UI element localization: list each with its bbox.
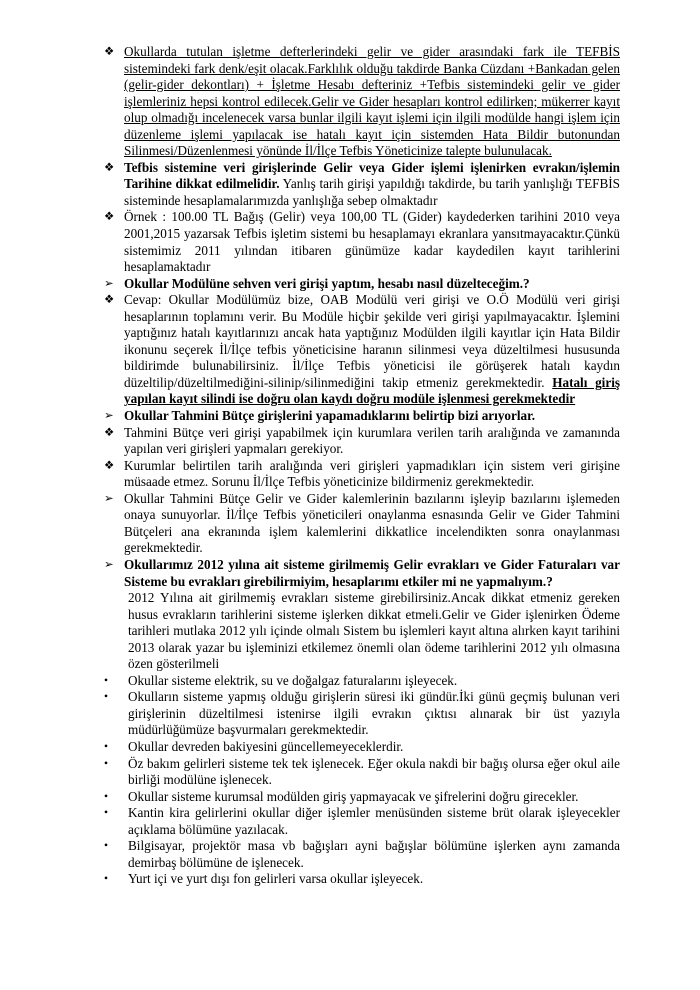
text-run: Okullarımız 2012 yılına ait sisteme girilmemiş Gelir evrakları ve Gider Faturaları var Sisteme bu evrakları girebilirmiyim, hesaplarımı etkiler mi ne yapmalıyım.? (124, 556, 620, 589)
dot-bullet-icon: • (104, 873, 109, 886)
list-item (104, 408, 620, 425)
list-item-text: Yurt içi ve yurt dışı fon gelirleri varsa okullar işleyecek. (128, 871, 424, 887)
list-item (104, 871, 620, 888)
arrow-bullet-icon: ➢ (104, 492, 114, 505)
list-item-text: Okulların sisteme yapmış olduğu girişlerin süresi iki gündür.İki günü geçmiş bulunan veri girişlerinin düzeltilmesi istenirse ilgili evrakın çıktısı alınarak bir üst yazıyla müdürlüğümüze başvurmaları gerekmektedir. (128, 689, 620, 738)
dot-bullet-icon: • (104, 691, 109, 704)
dot-bullet-icon: • (104, 807, 109, 820)
paragraph (104, 590, 620, 673)
arrow-bullet-icon: ➢ (104, 558, 114, 571)
text-run: Okullar Modülüne sehven veri girişi yaptım, hesabı nasıl düzelteceğim.? (124, 275, 530, 291)
list-item-text: Okullar Tahmini Bütçe Gelir ve Gider kalemlerinin bazılarını işleyip bazılarını işlemeden onaya sunuyorlar. İl/İlçe Tefbis yöneticileri onaylanma esnasında Gelir ve Gider Tahmini Bütçeleri ana ekranında işlem kalemlerini dikkatlice incelendikten sonra onaylanması gerekmektedir. (124, 490, 620, 556)
list-item (104, 44, 620, 160)
list-item (104, 458, 620, 491)
list-item-text: Bilgisayar, projektör masa vb bağışları ayni bağışlar bölümüne işlerken aynı zamanda demirbaş bölümüne de işlenecek. (128, 838, 620, 870)
arrow-bullet-icon: ➢ (104, 410, 114, 423)
list-item-text: Okullar sisteme elektrik, su ve doğalgaz faturalarını işleyecek. (128, 672, 458, 688)
list-item-text: Öz bakım gelirleri sisteme tek tek işlenecek. Eğer okula nakdi bir bağış olursa eğer okul aile birliği modülüne işlenecek. (128, 755, 620, 788)
list-item (104, 292, 620, 408)
list-item (104, 209, 620, 275)
list-item-text: Kurumlar belirtilen tarih aralığında veri girişleri yapmadıkları için sistem veri girişine müsaade etmez. Sorunu İl/İlçe Tefbis yöneticinize bildirmeniz gerekmektedir. (124, 457, 620, 490)
list-item (104, 673, 620, 690)
list-item (104, 739, 620, 756)
list-item-text: Okullar devreden bakiyesini güncellemeyeceklerdir. (128, 738, 404, 754)
text-run: Okullar Tahmini Bütçe girişlerini yapamadıklarını belirtip bizi arıyorlar. (124, 408, 536, 424)
list-item-text: Kantin kira gelirlerini okullar diğer işlemler menüsünden sisteme brüt olarak işleyecekler açıklama bölümüne yazılacak. (128, 805, 620, 837)
list-item-text (124, 160, 620, 210)
text-run: Yanlış tarih girişi yapıldığı takdirde, bu tarih yanlışlığı TEFBİS sisteminde hesaplamalarımızda yanlışlığa sebep olmaktadır (124, 176, 620, 208)
list-item-text (124, 276, 620, 293)
dot-bullet-icon: • (104, 790, 109, 803)
text-run: Tefbis sistemine veri girişlerinde Gelir veya Gider işlemi işlenirken evrakın/işlemin Tarihine dikkat edilmelidir. (124, 159, 620, 192)
list-item-text: 2012 Yılına ait girilmemiş evrakları sisteme girebilirsiniz.Ancak dikkat etmeniz gereken husus evrakların tarihlerini sisteme işlerken dikkat etmeli.Gelir ve Gider işlenirken Ödeme tarihleri mutlaka 2012 yılı içinde olmalı Sistem bu işlemleri kayıt altına alırken kayıt tarihini 2013 olarak yazar bu işleminizi etkilemez önemli olan ödeme tarihlerini 2012 yılı olmasına özen gösterilmeli (128, 590, 620, 672)
list-item (104, 756, 620, 789)
arrow-bullet-icon: ➢ (104, 277, 114, 290)
list-item (104, 276, 620, 293)
list-item (104, 789, 620, 806)
diamond-bullet-icon: ❖ (104, 211, 115, 224)
list-item-text: Tahmini Bütçe veri girişi yapabilmek için kurumlara verilen tarih aralığında ve zamanında yapılan veri girişleri yapmaları gerekiyor. (124, 424, 620, 457)
list-item-text (124, 557, 620, 590)
dot-bullet-icon: • (104, 674, 109, 687)
list-item-text (124, 292, 620, 408)
dot-bullet-icon: • (104, 840, 109, 853)
list-item-text: Okullar sisteme kurumsal modülden giriş yapmayacak ve şifrelerini doğru girecekler. (128, 788, 579, 804)
list-item (104, 805, 620, 838)
list-item-text: Örnek : 100.00 TL Bağış (Gelir) veya 100,00 TL (Gider) kaydederken tarihini 2010 veya 2001,2015 yazarsak Tefbis işletim sistemi bu hesaplamayı ekranlara yansıtmayacaktır.Çünkü sistemimiz 2011 yılından itibaren günümüze kadar kaydedilen kayıt tarihlerini hesaplamaktadır (124, 209, 620, 275)
dot-bullet-icon: • (104, 740, 109, 753)
text-run: Hatalı giriş yapılan kayıt silindi ise doğru olan kaydı doğru modüle işlenmesi gerekmektedir (124, 374, 620, 407)
text-run: Cevap: Okullar Modülümüz bize, OAB Modülü veri girişi ve O.Ö Modülü veri girişi hesaplarının toplamını verir. Bu Modüle hiçbir şekilde veri girişi yapılmayacaktır. İşlemini yaptığınız hatalı kayıtlarınızı ancak hata yaptığınız Modülden ilgili kayıtlar için Hata Bildir ikonunu seçerek İl/İlçe tefbis yöneticisine haranın silinmesi veya düzeltilmesi hususunda bildirimde bulunabilirsiniz. İl/İlçe Tefbis yöneticisi ile görüşerek hatalı kaydın düzeltilip/düzeltilmediğini-silinip/silinmediğini takip etmeniz gerekmektedir. (124, 292, 620, 390)
list-item-text: Okullarda tutulan işletme defterlerindeki gelir ve gider arasındaki fark ile TEFBİS sistemindeki fark denk/eşit olacak.Farklılık olduğu takdirde Banka Cüzdanı +Bankadan gelen (gelir-gider dekontları) + İşletme Hesabı defteriniz +Tefbis sistemindeki gelir ve gider işlemleriniz hepsi kontrol edilecek.Gelir ve Gider hesapları kontrol edilirken; mükerrer kayıt olup olmadığı incelenecek varsa bunlar ilgili kayıt işlemi için ilgili modülde hangi işlem için düzenleme işlemi yapılacak ise hatalı kayıt için sistemden Hata Bildir butonundan Silinmesi/Düzenlenmesi yönünde İl/İlçe Tefbis Yöneticinize talepte bulunulacak. (124, 44, 620, 159)
diamond-bullet-icon: ❖ (104, 46, 115, 58)
list-item (104, 689, 620, 739)
list-item (104, 838, 620, 871)
list-item (104, 491, 620, 557)
diamond-bullet-icon: ❖ (104, 426, 115, 439)
diamond-bullet-icon: ❖ (104, 459, 115, 472)
document-body (104, 44, 620, 888)
list-item (104, 557, 620, 590)
list-item-text (124, 408, 620, 425)
list-item (104, 425, 620, 458)
diamond-bullet-icon: ❖ (104, 161, 115, 174)
list-item (104, 160, 620, 210)
diamond-bullet-icon: ❖ (104, 294, 115, 307)
dot-bullet-icon: • (104, 757, 109, 770)
